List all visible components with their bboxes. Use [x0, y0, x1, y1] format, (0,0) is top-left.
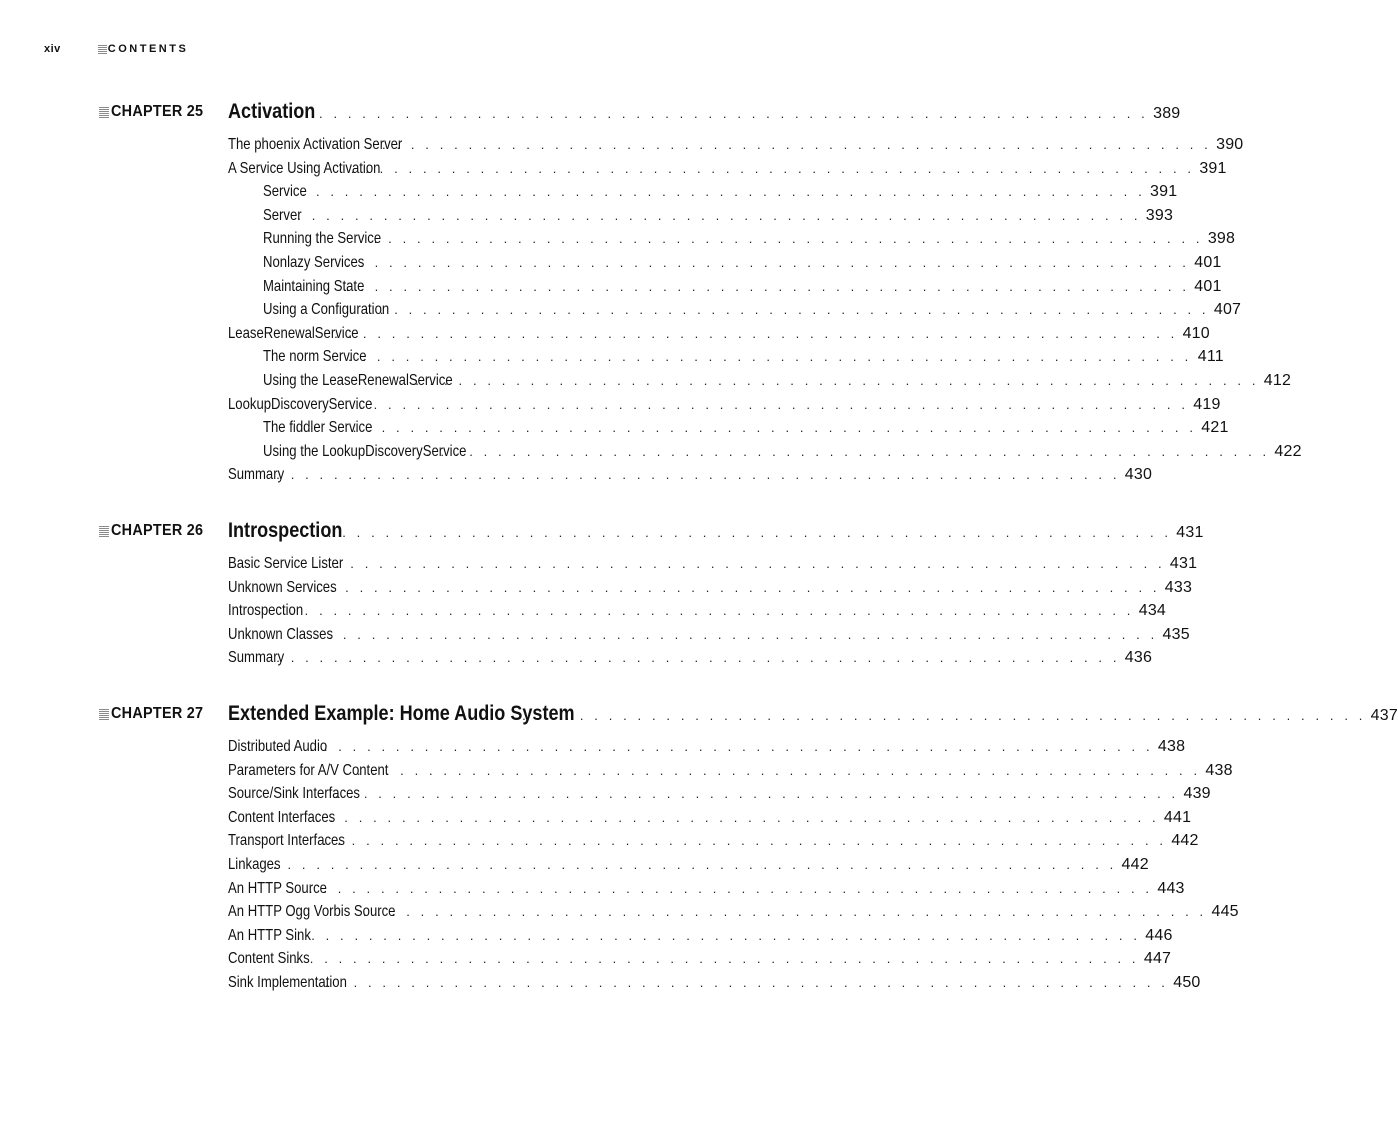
entry-title: A Service Using Activation: [228, 159, 381, 177]
toc-entry[interactable]: [228, 759, 1233, 783]
toc-entry[interactable]: [228, 623, 1190, 647]
dot-leader: . . . . . . . . . . . . . . . . . . . . . . . . . . . . . . . . . . . . . . . . . . . . . . . . . . . . . . . . . . .: [309, 739, 1154, 754]
dot-leader: . . . . . . . . . . . . . . . . . . . . . . . . . . . . . . . . . . . . . . . . . . . . . . . . . . . . . . . . . . .: [345, 278, 1190, 294]
toc-entry[interactable]: [228, 877, 1185, 901]
entry-title: An HTTP Ogg Vorbis Source: [228, 903, 396, 921]
page-number: 430: [1124, 466, 1153, 484]
page-number: 438: [1205, 761, 1233, 779]
entry-title: Introspection: [228, 602, 304, 620]
chapter-number: CHAPTER 26: [111, 522, 204, 539]
chapter-title-row[interactable]: [228, 97, 1181, 127]
page-number: 419: [1193, 395, 1221, 413]
page-number: 422: [1274, 442, 1302, 460]
toc-subentry[interactable]: [263, 227, 1236, 251]
entry-title: Service: [263, 183, 307, 201]
dot-leader: . . . . . . . . . . . . . . . . . . . . . . . . . . . . . . . . . . . . . . . . . . . . . . . . . . . . . . . . . . .: [314, 626, 1158, 642]
entry-title: Content Interfaces: [228, 808, 336, 826]
page-number: 393: [1145, 206, 1174, 224]
dot-leader: . . . . . . . . . . . . . . . . . . . . . . . . . . . . . . . . . . . . . . . . . . . . . . . . . . . . . . . . . . .: [296, 927, 1141, 943]
toc-entry[interactable]: [228, 599, 1167, 623]
toc-entry[interactable]: [228, 900, 1239, 924]
entry-title: Nonlazy Services: [263, 254, 365, 271]
toc-subentry[interactable]: [263, 251, 1222, 275]
page-number: 390: [1216, 136, 1244, 153]
entry-title: An HTTP Sink: [228, 926, 311, 944]
toc-entry[interactable]: [228, 971, 1201, 995]
entry-title: LeaseRenewalService: [228, 324, 359, 342]
toc-subentry[interactable]: [263, 298, 1242, 322]
page-number: 438: [1157, 738, 1186, 755]
page-number: 421: [1201, 419, 1229, 437]
dot-leader: . . . . . . . . . . . . . . . . . . . . . . . . . . . . . . . . . . . . . . . . . . . . . . . . . . . . . . . . . . .: [365, 302, 1210, 318]
entry-title: Source/Sink Interfaces: [228, 785, 360, 803]
page-number: 442: [1121, 856, 1149, 873]
toc-entry[interactable]: [228, 782, 1211, 806]
toc-subentry[interactable]: [263, 345, 1224, 369]
running-head: [44, 43, 188, 55]
dot-leader: . . . . . . . . . . . . . . . . . . . . . . . . . . . . . . . . . . . . . . . . . . . . . . . . . . . . . . . . . . .: [316, 579, 1161, 595]
dot-leader: . . . . . . . . . . . . . . . . . . . . . . . . . . . . . . . . . . . . . . . . . . . . . . . . . . . . . . . . . . .: [304, 106, 1149, 121]
toc-entry[interactable]: [228, 829, 1199, 853]
dot-leader: . . . . . . . . . . . . . . . . . . . . . . . . . . . . . . . . . . . . . . . . . . . . . . . . . . . . . . . . . . .: [356, 762, 1201, 778]
chapter-title: Introspection: [228, 519, 343, 542]
entry-title: Content Sinks: [228, 950, 310, 968]
entry-title: Running the Service: [263, 230, 382, 248]
chapter-mark-icon: [99, 709, 109, 720]
dot-leader: . . . . . . . . . . . . . . . . . . . . . . . . . . . . . . . . . . . . . . . . . . . . . . . . . . . . . . . . . . .: [273, 857, 1117, 872]
toc-entry[interactable]: [228, 806, 1192, 830]
page-number: 436: [1124, 649, 1153, 667]
entry-title: Maintaining State: [263, 277, 365, 295]
page-number: 437: [1370, 707, 1398, 724]
dot-leader: . . . . . . . . . . . . . . . . . . . . . . . . . . . . . . . . . . . . . . . . . . . . . . . . . . . . . . . . . . .: [344, 396, 1189, 412]
dot-leader: . . . . . . . . . . . . . . . . . . . . . . . . . . . . . . . . . . . . . . . . . . . . . . . . . . . . . . . . . . .: [362, 904, 1207, 920]
page-number: 407: [1213, 301, 1242, 319]
dot-leader: . . . . . . . . . . . . . . . . . . . . . . . . . . . . . . . . . . . . . . . . . . . . . . . . . . . . . . . . . . .: [359, 231, 1204, 247]
toc-subentry[interactable]: [263, 180, 1178, 204]
toc-subentry[interactable]: [263, 275, 1222, 299]
dot-leader: . . . . . . . . . . . . . . . . . . . . . . . . . . . . . . . . . . . . . . . . . . . . . . . . . . . . . . . . . . .: [327, 525, 1172, 540]
toc-entry[interactable]: [228, 393, 1221, 417]
dot-leader: . . . . . . . . . . . . . . . . . . . . . . . . . . . . . . . . . . . . . . . . . . . . . . . . . . . . . . . . . . .: [308, 880, 1153, 896]
chapter-number: CHAPTER 25: [111, 103, 204, 120]
page-number: 441: [1163, 808, 1192, 826]
entry-title: The phoenix Activation Server: [228, 136, 403, 153]
dot-leader: . . . . . . . . . . . . . . . . . . . . . . . . . . . . . . . . . . . . . . . . . . . . . . . . . . . . . . . . . . .: [290, 603, 1135, 619]
dot-leader: . . . . . . . . . . . . . . . . . . . . . . . . . . . . . . . . . . . . . . . . . . . . . . . . . . . . . . . . . . .: [297, 207, 1142, 223]
entry-title: Linkages: [228, 856, 281, 873]
dot-leader: . . . . . . . . . . . . . . . . . . . . . . . . . . . . . . . . . . . . . . . . . . . . . . . . . . . . . . . . . . .: [334, 786, 1179, 802]
toc-subentry[interactable]: [263, 440, 1302, 464]
running-head-title: CONTENTS: [107, 43, 189, 55]
entry-title: Basic Service Lister: [228, 555, 344, 572]
dot-leader: . . . . . . . . . . . . . . . . . . . . . . . . . . . . . . . . . . . . . . . . . . . . . . . . . . . . . . . . . . .: [348, 349, 1192, 365]
page-number: 433: [1164, 578, 1193, 596]
page-number: 447: [1143, 950, 1172, 968]
running-head-section: [98, 43, 189, 55]
page-number: 391: [1199, 159, 1227, 177]
chapter-label: [99, 701, 219, 727]
page-number: 412: [1263, 372, 1292, 389]
dot-leader: . . . . . . . . . . . . . . . . . . . . . . . . . . . . . . . . . . . . . . . . . . . . . . . . . . . . . . . . . . .: [350, 160, 1195, 176]
dot-leader: . . . . . . . . . . . . . . . . . . . . . . . . . . . . . . . . . . . . . . . . . . . . . . . . . . . . . . . . . . .: [324, 975, 1169, 990]
entry-title: Summary: [228, 649, 285, 667]
toc-entry[interactable]: [228, 576, 1193, 600]
page-number: 410: [1182, 324, 1210, 342]
toc-entry[interactable]: [228, 853, 1149, 877]
dot-leader: . . . . . . . . . . . . . . . . . . . . . . . . . . . . . . . . . . . . . . . . . . . . . . . . . . . . . . . . . . .: [315, 809, 1160, 825]
entry-title: Transport Interfaces: [228, 832, 345, 850]
chapter-mark-icon: [99, 526, 109, 537]
page-number: 391: [1150, 183, 1178, 201]
entry-title: An HTTP Source: [228, 879, 327, 897]
chapter-mark-icon: [99, 107, 109, 118]
page-number: 445: [1211, 903, 1239, 921]
page-number: 431: [1169, 555, 1198, 572]
page-number: 401: [1194, 254, 1222, 271]
dot-leader: . . . . . . . . . . . . . . . . . . . . . . . . . . . . . . . . . . . . . . . . . . . . . . . . . . . . . . . . . . .: [415, 373, 1260, 388]
toc-entry[interactable]: [228, 646, 1153, 670]
dot-leader: . . . . . . . . . . . . . . . . . . . . . . . . . . . . . . . . . . . . . . . . . . . . . . . . . . . . . . . . . . .: [322, 833, 1167, 849]
dot-leader: . . . . . . . . . . . . . . . . . . . . . . . . . . . . . . . . . . . . . . . . . . . . . . . . . . . . . . . . . . .: [367, 137, 1212, 152]
toc-entry[interactable]: [228, 463, 1153, 487]
chapter-title-row[interactable]: [228, 516, 1204, 546]
entry-title: Distributed Audio: [228, 738, 328, 755]
page-number: 443: [1157, 879, 1185, 897]
entry-title: Parameters for A/V Content: [228, 761, 389, 779]
page-number: 401: [1194, 277, 1222, 295]
toc-entry[interactable]: [228, 552, 1198, 576]
page-number: 446: [1145, 926, 1173, 944]
page-number: 398: [1207, 230, 1236, 248]
dot-leader: . . . . . . . . . . . . . . . . . . . . . . . . . . . . . . . . . . . . . . . . . . . . . . . . . . . . . . . . . . .: [522, 708, 1366, 723]
page-folio: xiv: [44, 43, 61, 55]
toc-subentry[interactable]: [263, 369, 1292, 393]
chapter-number: CHAPTER 27: [111, 705, 204, 722]
chapter-title-row[interactable]: [228, 699, 1398, 729]
toc-entry[interactable]: [228, 133, 1244, 157]
toc-entry[interactable]: [228, 322, 1210, 346]
dot-leader: . . . . . . . . . . . . . . . . . . . . . . . . . . . . . . . . . . . . . . . . . . . . . . . . . . . . . . . . . . .: [321, 556, 1166, 571]
toc-subentry[interactable]: [263, 204, 1174, 228]
dot-leader: . . . . . . . . . . . . . . . . . . . . . . . . . . . . . . . . . . . . . . . . . . . . . . . . . . . . . . . . . . .: [345, 255, 1190, 270]
entry-title: Server: [263, 206, 302, 224]
entry-title: The norm Service: [263, 348, 367, 366]
entry-title: Sink Implementation: [228, 974, 347, 991]
chapter-title: Extended Example: Home Audio System: [228, 702, 575, 725]
toc-entry[interactable]: [228, 924, 1173, 948]
chapter-title: Activation: [228, 100, 316, 123]
page-number: 389: [1153, 105, 1181, 122]
dot-leader: . . . . . . . . . . . . . . . . . . . . . . . . . . . . . . . . . . . . . . . . . . . . . . . . . . . . . . . . . . .: [276, 467, 1121, 483]
toc-entry[interactable]: [228, 157, 1227, 181]
dot-leader: . . . . . . . . . . . . . . . . . . . . . . . . . . . . . . . . . . . . . . . . . . . . . . . . . . . . . . . . . . .: [276, 650, 1121, 666]
entry-title: Unknown Classes: [228, 625, 334, 643]
entry-title: Using the LookupDiscoveryService: [263, 442, 467, 460]
entry-title: The fiddler Service: [263, 419, 373, 437]
page-number: 439: [1183, 785, 1211, 803]
page-number: 434: [1138, 602, 1167, 620]
chapter-label: [99, 99, 219, 125]
entry-title: Using a Configuration: [263, 301, 390, 319]
page-number: 431: [1176, 524, 1204, 541]
chapter-label: [99, 518, 219, 544]
entry-title: Summary: [228, 466, 285, 484]
toc-entry[interactable]: [228, 947, 1172, 971]
entry-title: LookupDiscoveryService: [228, 395, 373, 413]
page-number: 411: [1197, 348, 1224, 366]
entry-title: Unknown Services: [228, 578, 337, 596]
toc-subentry[interactable]: [263, 416, 1229, 440]
dot-leader: . . . . . . . . . . . . . . . . . . . . . . . . . . . . . . . . . . . . . . . . . . . . . . . . . . . . . . . . . . .: [301, 184, 1146, 200]
page-number: 442: [1171, 832, 1199, 850]
section-mark-icon: [98, 45, 107, 54]
entry-title: Using the LeaseRenewalService: [263, 372, 453, 389]
dot-leader: . . . . . . . . . . . . . . . . . . . . . . . . . . . . . . . . . . . . . . . . . . . . . . . . . . . . . . . . . . .: [295, 951, 1140, 967]
toc-entry[interactable]: [228, 735, 1186, 759]
page-number: 435: [1162, 625, 1190, 643]
dot-leader: . . . . . . . . . . . . . . . . . . . . . . . . . . . . . . . . . . . . . . . . . . . . . . . . . . . . . . . . . . .: [334, 325, 1178, 341]
page-number: 450: [1173, 974, 1201, 991]
dot-leader: . . . . . . . . . . . . . . . . . . . . . . . . . . . . . . . . . . . . . . . . . . . . . . . . . . . . . . . . . . .: [352, 420, 1197, 436]
dot-leader: . . . . . . . . . . . . . . . . . . . . . . . . . . . . . . . . . . . . . . . . . . . . . . . . . . . . . . . . . . .: [425, 443, 1270, 459]
